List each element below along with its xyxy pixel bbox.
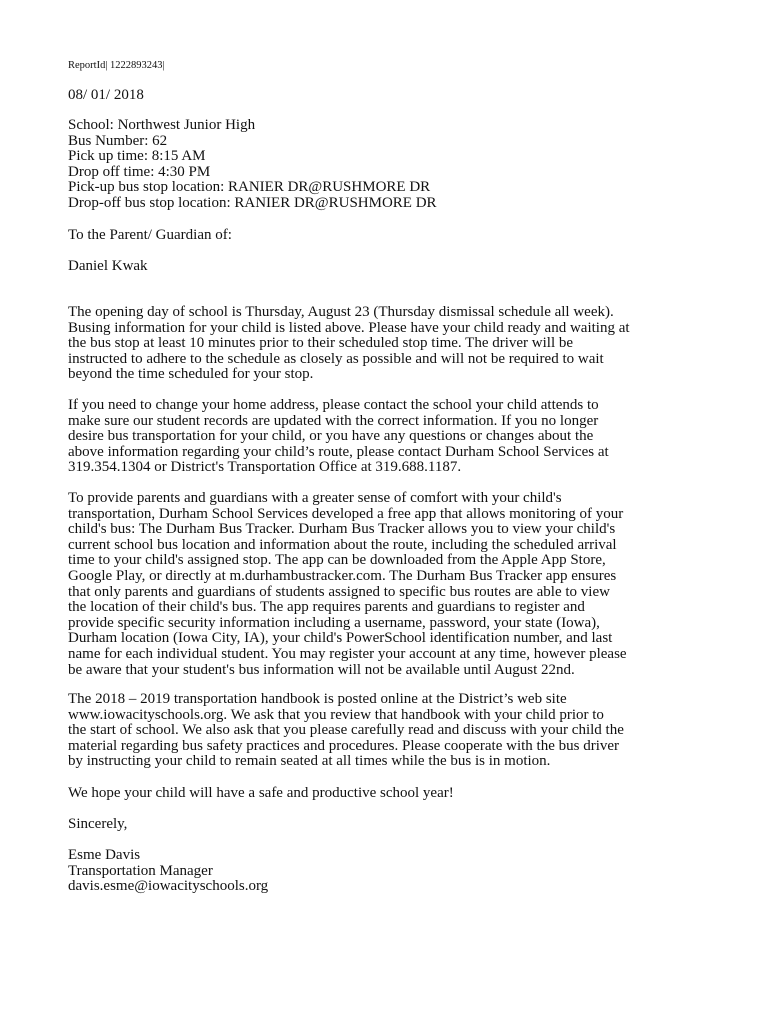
text-line: child's bus: The Durham Bus Tracker. Durham Bus Tracker allows you to view your child's [68, 521, 616, 538]
text-line: If you need to change your home address, please contact the school your child attends to [68, 397, 599, 413]
paragraph-handbook [68, 692, 624, 770]
closing: Sincerely, [68, 816, 128, 832]
text-line: Durham location (Iowa City, IA), your child's PowerSchool identification number, and last [68, 630, 613, 647]
dropoff-location-line: Drop-off bus stop location: RANIER DR@RUSHMORE DR [68, 194, 437, 211]
text-line: www.iowacityschools.org. We ask that you review that handbook with your child prior to [68, 706, 604, 723]
signer-email: davis.esme@iowacityschools.org [68, 878, 269, 895]
paragraph-opening-day [68, 305, 630, 383]
text-line: 319.354.1304 or District's Transportation Office at 319.688.1187. [68, 459, 462, 476]
pickup-time-line: Pick up time: 8:15 AM [68, 148, 206, 165]
salutation: To the Parent/ Guardian of: [68, 227, 232, 243]
signer-title: Transportation Manager [68, 862, 213, 879]
text-line: We hope your child will have a safe and productive school year! [68, 785, 454, 801]
pickup-location-line: Pick-up bus stop location: RANIER DR@RUSHMORE DR [68, 179, 431, 196]
school-line: School: Northwest Junior High [68, 117, 256, 133]
bus-number-line: Bus Number: 62 [68, 132, 168, 149]
text-line: To provide parents and guardians with a greater sense of comfort with your child's [68, 490, 562, 506]
text-line: material regarding bus safety practices and procedures. Please cooperate with the bus driver [68, 737, 620, 754]
text-line: the location of their child's bus. The app requires parents and guardians to register and [68, 599, 585, 616]
text-line: time to your child's assigned stop. The app can be downloaded from the Apple App Store, [68, 552, 606, 569]
text-line: Busing information for your child is listed above. Please have your child ready and waiting at [68, 319, 630, 336]
text-line: Google Play, or directly at m.durhambustracker.com. The Durham Bus Tracker app ensures [68, 567, 617, 584]
text-line: transportation, Durham School Services developed a free app that allows monitoring of your [68, 505, 624, 522]
text-line: name for each individual student. You may register your account at any time, however please [68, 645, 627, 662]
report-id: ReportId| 1222893243| [68, 60, 165, 71]
text-line: above information regarding your child’s route, please contact Durham School Services at [68, 443, 609, 460]
text-line: by instructing your child to remain seated at all times while the bus is in motion. [68, 753, 551, 770]
text-line: desire bus transportation for your child, or you have any questions or changes about the [68, 428, 594, 445]
text-line: the start of school. We also ask that you please carefully read and discuss with your child the [68, 722, 624, 739]
text-line: provide specific security information including a username, password, your state (Iowa), [68, 614, 600, 631]
paragraph-bus-tracker [68, 491, 627, 678]
text-line: current school bus location and information about the route, including the scheduled arrival [68, 536, 617, 553]
text-line: The 2018 – 2019 transportation handbook is posted online at the District’s web site [68, 691, 567, 707]
paragraph-wishes [68, 786, 454, 802]
text-line: beyond the time scheduled for your stop. [68, 366, 314, 383]
paragraph-address-change [68, 398, 609, 476]
text-line: the bus stop at least 10 minutes prior to their scheduled stop time. The driver will be [68, 335, 574, 352]
text-line: that only parents and guardians of students assigned to specific bus routes are able to view [68, 583, 610, 600]
text-line: The opening day of school is Thursday, August 23 (Thursday dismissal schedule all week). [68, 304, 614, 320]
route-info [68, 118, 437, 212]
signer-name: Esme Davis [68, 847, 141, 863]
text-line: make sure our student records are updated with the correct information. If you no longer [68, 412, 599, 429]
signature-block [68, 848, 268, 895]
dropoff-time-line: Drop off time: 4:30 PM [68, 163, 211, 180]
text-line: instructed to adhere to the schedule as closely as possible and will not be required to wait [68, 350, 604, 367]
text-line: be aware that your student's bus information will not be available until August 22nd. [68, 661, 575, 678]
letter-date: 08/ 01/ 2018 [68, 87, 144, 103]
student-name: Daniel Kwak [68, 258, 148, 274]
